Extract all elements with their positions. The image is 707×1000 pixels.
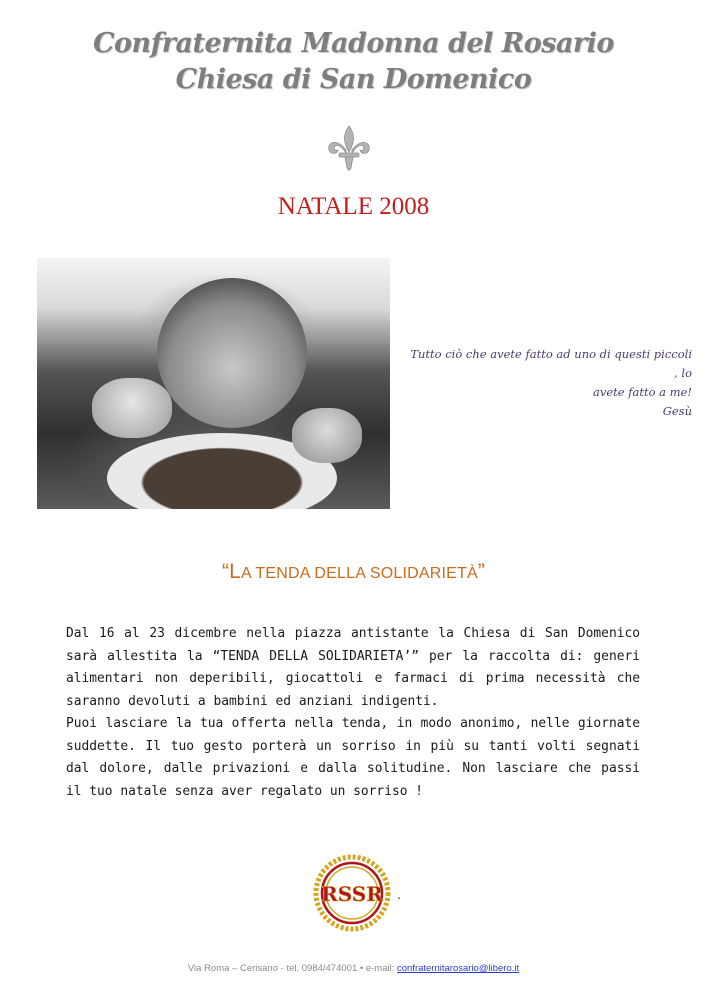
scripture-quote [405, 345, 692, 421]
rssr-seal-icon [312, 853, 392, 933]
header-title-line1: Confraternita Madonna del Rosario [93, 28, 614, 59]
event-title: NATALE 2008 [277, 193, 430, 220]
body-paragraph-1: Dal 16 al 23 dicembre nella piazza antistante la Chiesa di San Domenico sarà allestita la “TENDA DELLA SOLIDARIETA’” per la raccolta di: generi alimentari non deperibili, giocattoli e farmaci di prima necessità che saranno devoluti a bambini ed anziani indigenti. [66, 626, 640, 709]
photo-hand-right [292, 408, 362, 463]
section-heading [0, 560, 707, 584]
heading-small1: A TENDA DELLA SOLIDARIET [241, 565, 467, 582]
quote-line1: Tutto ciò che avete fatto ad uno di questi piccoli , lo [410, 347, 692, 380]
trailing-mark: . [397, 888, 401, 902]
header-title-line2: Chiesa di San Domenico [175, 64, 532, 95]
quote-author: Gesù [662, 404, 692, 418]
heading-open-quote: “ [221, 560, 230, 583]
fleur-de-lis-icon [325, 124, 373, 174]
heading-close-quote: ” [477, 560, 486, 583]
photo-child-head [157, 278, 307, 428]
footer-email-link[interactable]: confraternitarosario@libero.it [396, 963, 520, 974]
quote-line2: avete fatto a me! [592, 385, 692, 399]
child-eating-photo [37, 258, 390, 509]
photo-hand-left [92, 378, 172, 438]
body-paragraph-2: Puoi lasciare la tua offerta nella tenda, in modo anonimo, nelle giornate suddette. Il tuo gesto porterà un sorriso in più su tanti volti segnati dal dolore, dalle privazioni e dalla solitudine. Non lasciare che passi il tuo natale senza aver regalato un sorriso ! [66, 716, 640, 799]
footer [0, 963, 707, 974]
footer-address: Via Roma – Cerisano - tel. 0984/474001 • e-mail: [187, 963, 397, 974]
announcement-body [66, 623, 640, 803]
heading-cap2: À [466, 565, 478, 582]
seal-text: RSSR [321, 882, 383, 906]
heading-cap1: L [229, 560, 242, 583]
